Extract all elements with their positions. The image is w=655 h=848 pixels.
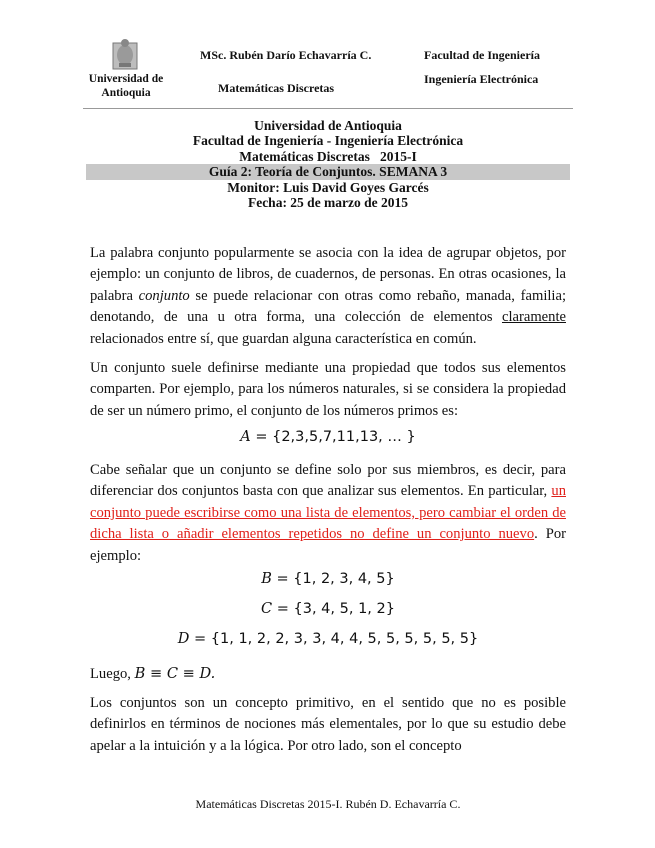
equivalence-expression: B ≡ C ≡ D. bbox=[134, 665, 216, 682]
underlined-text: claramente bbox=[501, 309, 566, 326]
paragraph-definition: Un conjunto suele definirse mediante una propiedad que todos sus elementos comparten. Por ejemplo, para los números naturales, si se considera la propiedad de ser un número primo, el conjunto de los números primos es: bbox=[90, 360, 566, 419]
equation-variable: A bbox=[240, 429, 251, 445]
emphasis-text: conjunto bbox=[138, 287, 190, 304]
equation-body: = {2,3,5,7,11,13, … } bbox=[250, 429, 416, 445]
title-guide: Guía 2: Teoría de Conjuntos. SEMANA 3 bbox=[86, 164, 570, 179]
equation-c bbox=[86, 601, 570, 617]
header-program: Ingeniería Electrónica bbox=[424, 72, 539, 86]
title-block bbox=[86, 118, 570, 210]
paragraph-uniqueness bbox=[90, 460, 566, 567]
header-divider bbox=[83, 108, 573, 109]
title-university: Universidad de Antioquia bbox=[254, 118, 402, 133]
equation-body: = {1, 1, 2, 2, 3, 3, 4, 4, 5, 5, 5, 5, 5, 5} bbox=[189, 631, 479, 647]
header-faculty: Facultad de Ingeniería bbox=[424, 48, 540, 62]
text: Cabe señalar que un conjunto se define solo por sus miembros, es decir, para diferenciar dos conjuntos basta con que analizar sus elementos. En particular, bbox=[90, 462, 566, 500]
equation-variable: B bbox=[261, 571, 272, 587]
text: se puede relacionar con otras como rebaño, manada, familia; denotando, de una u otra forma, una colección de elementos bbox=[90, 287, 567, 326]
text: Luego, bbox=[90, 666, 135, 682]
equation-body: = {1, 2, 3, 4, 5} bbox=[271, 571, 395, 587]
title-course: Matemáticas Discretas 2015-I bbox=[239, 148, 417, 164]
paragraph-intro bbox=[90, 243, 566, 350]
equation-d bbox=[86, 631, 570, 647]
page-footer: Matemáticas Discretas 2015-I. Rubén D. Echavarría C. bbox=[195, 797, 461, 811]
equation-variable: D bbox=[177, 631, 190, 647]
highlighted-red-text: un conjunto puede escribirse como una lista de elementos, pero cambiar el orden de dicha lista o añadir elementos repetidos no define un conjunto nuevo bbox=[90, 483, 566, 543]
title-faculty: Facultad de Ingeniería - Ingeniería Electrónica bbox=[192, 133, 464, 149]
header-author: MSc. Rubén Darío Echavarría C. bbox=[200, 48, 372, 62]
title-monitor: Monitor: Luis David Goyes Garcés bbox=[227, 179, 429, 195]
paragraph-primitive-concept: Los conjuntos son un concepto primitivo, en el sentido que no es posible definirlos en términos de nociones más elementales, por lo que su estudio debe apelar a la intuición y a la lógica. Por otro lado, son el concepto bbox=[90, 695, 566, 754]
equation-b bbox=[86, 571, 570, 587]
equation-a bbox=[86, 429, 570, 445]
text: La palabra conjunto popularmente se asocia con la idea de agrupar objetos, por ejemplo: un conjunto de libros, de cuadernos, de personas. En otras ocasiones, la palabra bbox=[90, 245, 566, 304]
title-date: Fecha: 25 de marzo de 2015 bbox=[247, 194, 409, 210]
header-university: Universidad de Antioquia bbox=[88, 73, 164, 99]
text: . Por ejemplo: bbox=[90, 526, 567, 564]
equation-variable: C bbox=[261, 601, 273, 617]
header-course: Matemáticas Discretas bbox=[218, 81, 335, 95]
university-seal-logo bbox=[110, 37, 140, 71]
text: relacionados entre sí, que guardan alguna característica en común. bbox=[90, 330, 477, 347]
paragraph-conclusion bbox=[90, 663, 566, 685]
equation-body: = {3, 4, 5, 1, 2} bbox=[272, 601, 395, 617]
